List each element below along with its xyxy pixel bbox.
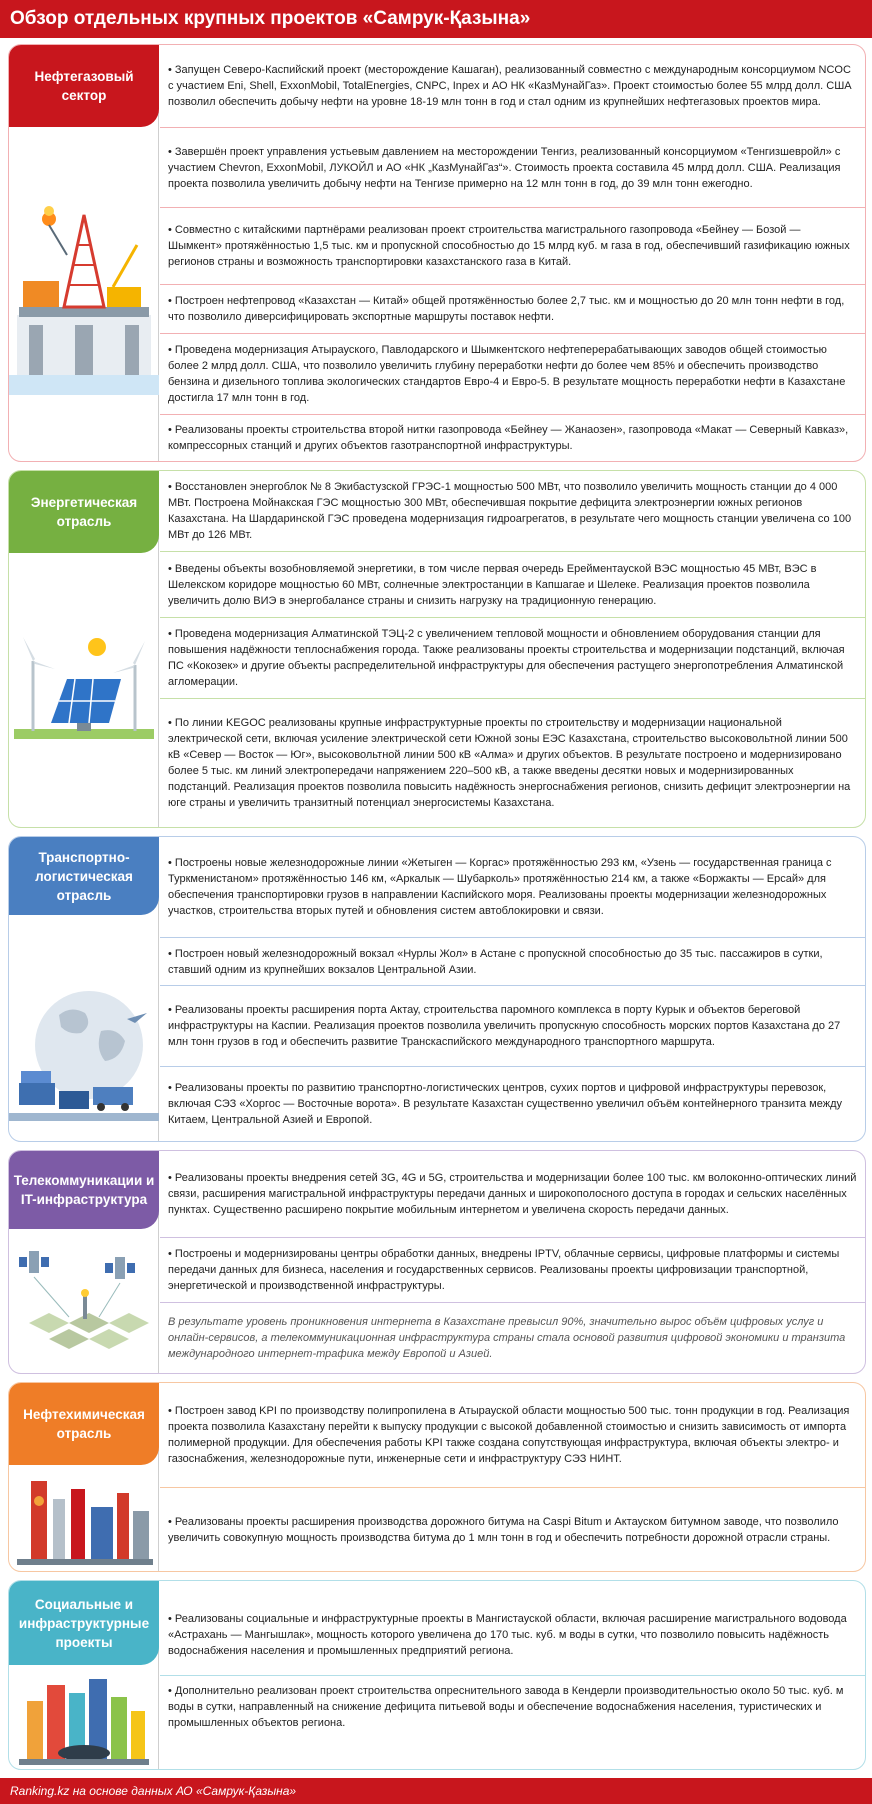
list-item: • По линии KEGOC реализованы крупные инфраструктурные проекты по строительству и модернизации национальной электрической сети, включая усиление электрической сети Южной зоны ЕЭС Казахстана, строительство высоковольтной линии 500 кВ «Север — Восток — Юг», высоковольтной линии 500 кВ «Алма» и других объектов. В результате построено и модернизировано более 5 тыс. км линий электропередачи напряжением 220–500 кВ, а также введены десятки новых и модернизированных подстанций. Реализация проектов позволила повысить надёжность энергоснабжения регионов, снизить дефицит электроэнергии на юге страны и увеличить транзитный потенциал энергосистемы Казахстана. — [168, 716, 851, 809]
section-title: Социальные и инфраструктурные проекты — [9, 1581, 159, 1665]
list-item: • Восстановлен энергоблок № 8 Экибастузской ГРЭС-1 мощностью 500 МВт, что позволило увеличить мощность станции до 4 000 МВт. Построена Мойнакская ГЭС мощностью 300 МВт, обеспечившая покрытие дефицита электроэнергии южных регионов Казахстана. На Шардаринской ГЭС проведена модернизация гидроагрегатов, в результате чего мощность станции увеличена со 100 МВт до 126 МВт. — [168, 481, 852, 541]
list-item: • Реализованы социальные и инфраструктурные проекты в Мангистауской области, включая расширение магистрального водовода «Астрахань — Мангышлак», мощность которого увеличена до 170 тыс. куб. м воды в сутки, что позволило повысить надёжность водоснабжения населения и промышленных предприятий региона. — [168, 1613, 847, 1657]
list-item: • Реализованы проекты расширения производства дорожного битума на Caspi Bitum и Актауском битумном заводе, что позволило увеличить совокупную мощность производства битума до 1 млн тонн в год и обеспечить потребности дорожной отрасли страны. — [168, 1515, 839, 1544]
section-sidebar — [9, 471, 159, 827]
section-social — [8, 1580, 866, 1770]
section-transport — [8, 836, 866, 1142]
section-title: Телекоммуникации и IT-инфраструктура — [9, 1151, 159, 1229]
list-item: • Построен новый железнодорожный вокзал «Нурлы Жол» в Астане с пропускной способностью до 35 тыс. пассажиров в сутки, ставший одним из крупнейших вокзалов Центральной Азии. — [168, 947, 823, 976]
satellite-network-icon — [9, 1243, 159, 1363]
list-item: • Завершён проект управления устьевым давлением на месторождении Тенгиз, реализованный консорциумом «Тенгизшевройл» с участием Chevron, ExxonMobil, ЛУКОЙЛ и АО «НК „КазМунайГаз“». Стоимость проекта составила 45 млрд долл. США. Реализация проекта позволила увеличить добычу нефти на Тенгизе примерно на 12 млн тонн в год, до 39 млн тонн ежегодно. — [168, 145, 841, 190]
section-items — [160, 471, 865, 827]
section-items — [160, 45, 865, 461]
list-item: • Построен завод KPI по производству полипропилена в Атырауской области мощностью 500 тыс. тонн продукции в год. Реализация проекта позволила Казахстану перейти к выпуску продукции с высокой добавленной стоимостью и снизить зависимость от импорта полимерной продукции. Для обеспечения работы KPI также создана сопутствующая инфраструктура, включая объекты электро- и газоснабжения, железнодорожные пути, инженерные сети и инфраструктуру СЭЗ НИНТ. — [168, 1405, 850, 1465]
list-item: • Проведена модернизация Атырауского, Павлодарского и Шымкентского нефтеперерабатывающих заводов общей стоимостью более 2 млрд долл. США, что позволило увеличить глубину переработки нефти до более чем 85% и обеспечить производство бензина и дизельного топлива экологических стандартов Евро-4 и Евро-5. В результате мощность переработки нефти в Казахстане достигла 17 млн тонн в год. — [168, 344, 846, 404]
list-item: • Построены и модернизированы центры обработки данных, внедрены IPTV, облачные сервисы, цифровые платформы и системы передачи данных для бизнеса, населения и государственных сервисов. Реализованы проекты цифровизации транспортной, энергетической и производственной инфраструктуры. — [168, 1248, 840, 1292]
list-item: • Дополнительно реализован проект строительства опреснительного завода в Кендерли производительностью около 50 тыс. куб. м воды в сутки, направленный на снижение дефицита питьевой воды и обеспечение водоснабжения населения, туристических и промышленных объектов региона. — [168, 1685, 844, 1729]
section-title: Энергетическая отрасль — [9, 471, 159, 553]
list-item: • Совместно с китайскими партнёрами реализован проект строительства магистрального газопровода «Бейнеу — Бозой — Шымкент» протяжённостью 1,5 тыс. км и пропускной способностью до 15 млрд куб. м газа в год, обеспечивший газификацию южных регионов страны и возможность транспортировки казахстанского газа в Китай. — [168, 224, 850, 268]
section-sidebar — [9, 45, 159, 461]
list-item: • Запущен Северо-Каспийский проект (месторождение Кашаган), реализованный совместно с международным консорциумом NCOC с участием Eni, Shell, ExxonMobil, TotalEnergies, CNPC, Inpex и АО НК «КазМунайГаз». Проект стоимостью более 55 млрд долл. США позволил обеспечить добычу нефти на уровне 18-19 млн тонн в год и стал одним из крупнейших нефтегазовых проектов мира. — [168, 64, 852, 108]
list-item: • Реализованы проекты по развитию транспортно-логистических центров, сухих портов и цифровой инфраструктуры перевозок, включая СЭЗ «Хоргос — Восточные ворота». В результате Казахстан существенно увеличил объём контейнерного транзита между Китаем, Центральной Азией и Европой. — [168, 1082, 843, 1126]
section-title: Нефтегазовый сектор — [9, 45, 159, 127]
section-sidebar — [9, 1151, 159, 1373]
list-item: • Построен нефтепровод «Казахстан — Китай» общей протяжённостью более 2,7 тыс. км и мощностью до 20 млн тонн нефти в год, что позволило диверсифицировать экспортные маршруты поставок нефти. — [168, 295, 845, 323]
solar-wind-icon — [9, 631, 159, 741]
globe-logistics-icon — [9, 975, 159, 1125]
summary-note: В результате уровень проникновения интернета в Казахстане превысил 90%, значительно вырос объём цифровых услуг и онлайн-сервисов, а телекоммуникационная инфраструктура страны стала основой развития цифровой экономики и транзита международного интернет-трафика между Европой и Азией. — [168, 1316, 846, 1360]
section-title: Нефтехимическая отрасль — [9, 1383, 159, 1465]
page-header — [0, 0, 872, 38]
section-items — [160, 1581, 865, 1769]
section-sidebar — [9, 1581, 159, 1769]
section-items — [160, 837, 865, 1141]
city-infrastructure-icon — [9, 1671, 159, 1765]
section-items — [160, 1151, 865, 1373]
list-item: • Проведена модернизация Алматинской ТЭЦ-2 с увеличением тепловой мощности и обновлением оборудования станции для повышения надёжности теплоснабжения города. Также реализованы проекты строительства и модернизации подстанций, включая ПС «Кокозек» и другие объекты распределительной инфраструктуры для обеспечения растущего энергопотребления Алматинской агломерации. — [168, 628, 845, 688]
page-title: Обзор отдельных крупных проектов «Самрук-Қазына» — [10, 8, 531, 29]
section-energy — [8, 470, 866, 828]
section-items — [160, 1383, 865, 1571]
petrochemical-plant-icon — [9, 1471, 159, 1567]
section-sidebar — [9, 1383, 159, 1571]
list-item: • Введены объекты возобновляемой энергетики, в том числе первая очередь Ерейментауской ВЭС мощностью 45 МВт, ВЭС в Шелекском коридоре мощностью 60 МВт, солнечные электростанции в Капшагае и Шелеке. Реализация проектов позволила увеличить долю ВИЭ в энергобалансе страны и снизить нагрузку на традиционную генерацию. — [168, 562, 817, 607]
source-note: Ranking.kz на основе данных АО «Самрук-Қазына» — [10, 1784, 297, 1798]
section-title: Транспортно-логистическая отрасль — [9, 837, 159, 915]
list-item: • Построены новые железнодорожные линии «Жетыген — Коргас» протяжённостью 293 км, «Узень — государственная граница с Туркменистаном» протяжённостью 146 км, «Аркалык — Шубарколь» протяжённостью 214 км, а также «Боржакты — Ерсай» для обеспечения транспортировки грузов в направлении Каспийского моря. Реализованы проекты модернизации железнодорожных участков, строительства вторых путей и обновления систем автоблокировки и связи. — [168, 857, 832, 917]
oil-platform-icon — [9, 195, 159, 395]
section-petrochemical — [8, 1382, 866, 1572]
section-oil-gas — [8, 44, 866, 462]
list-item: • Реализованы проекты расширения порта Актау, строительства паромного комплекса в порту Курык и объектов береговой инфраструктуры на Каспии. Реализация проектов позволила увеличить пропускную способность морских портов Казахстана до 27 млн тонн грузов в год и обеспечить развитие Транскаспийского международного транспортного маршрута. — [168, 1004, 841, 1048]
list-item: • Реализованы проекты строительства второй нитки газопровода «Бейнеу — Жанаозен», газопровода «Макат — Северный Кавказ», компрессорных станций и других объектов газотранспортной инфраструктуры. — [168, 424, 849, 452]
section-telecom — [8, 1150, 866, 1374]
list-item: • Реализованы проекты внедрения сетей 3G, 4G и 5G, строительства и модернизации более 100 тыс. км волоконно-оптических линий связи, расширения магистральной инфраструктуры передачи данных и широкополосного доступа в городах и сельских населённых пунктах. Существенно расширено покрытие мобильным интернетом и увеличена скорость передачи данных. — [168, 1172, 857, 1216]
page-footer — [0, 1778, 872, 1804]
section-sidebar — [9, 837, 159, 1141]
